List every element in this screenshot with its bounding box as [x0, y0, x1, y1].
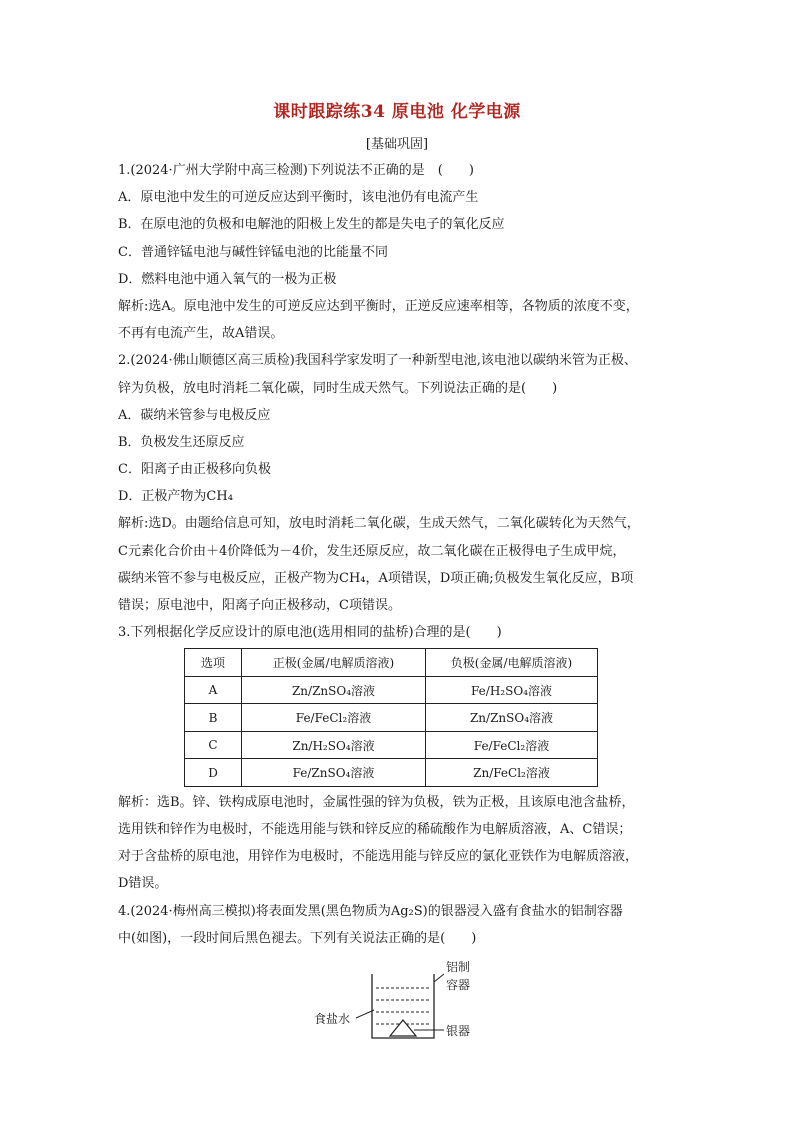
table-row: [185, 676, 598, 704]
content-body: [118, 157, 683, 1052]
leader-line-salt: [356, 1010, 374, 1018]
table-cell: D: [185, 759, 242, 787]
label-silverware: 银器: [446, 1024, 471, 1038]
q2-analysis-line: 解析:选D。由题给信息可知，放电时消耗二氧化碳，生成天然气，二氧化碳转化为天然气，: [118, 516, 640, 532]
table-cell: Fe/ZnSO₄溶液: [242, 759, 426, 787]
table-cell: Zn/ZnSO₄溶液: [426, 704, 598, 732]
table-header-row: [185, 649, 598, 677]
q4-stem: 中(如图)，一段时间后黑色褪去。下列有关说法正确的是( ): [118, 930, 477, 946]
table-row: [185, 704, 598, 732]
table-cell: B: [185, 704, 242, 732]
q1-option-b: B．在原电池的负极和电解池的阳极上发生的都是失电子的氧化反应: [118, 217, 505, 233]
table-cell: Zn/FeCl₂溶液: [426, 759, 598, 787]
table-cell: Fe/H₂SO₄溶液: [426, 676, 598, 704]
q3-analysis-line: 选用铁和锌作为电极时，不能选用能与铁和锌反应的稀硫酸作为电解质溶液，A、C错误；: [118, 822, 632, 838]
leader-line-container: [434, 974, 444, 982]
table-cell: Zn/ZnSO₄溶液: [242, 676, 426, 704]
q1-analysis-line: 不再有电流产生，故A错误。: [118, 326, 284, 342]
q1-option-a: A．原电池中发生的可逆反应达到平衡时，该电池仍有电流产生: [118, 190, 479, 206]
q2-option-a: A．碳纳米管参与电极反应: [118, 407, 271, 423]
q2-stem: 锌为负极，放电时消耗二氧化碳，同时生成天然气。下列说法正确的是( ): [118, 380, 558, 396]
table-cell: C: [185, 731, 242, 759]
label-container-line2: 容器: [446, 978, 471, 992]
table-cell: A: [185, 676, 242, 704]
q1-stem: 1.(2024·广州大学附中高三检测)下列说法不正确的是 ( ): [118, 163, 474, 178]
table-header-cell: 选项: [185, 649, 242, 677]
q1-option-d: D．燃料电池中通入氧气的一极为正极: [118, 271, 337, 287]
q2-stem: 2.(2024·佛山顺德区高三质检)我国科学家发明了一种新型电池,该电池以碳纳米管为正极、: [118, 353, 637, 369]
q1-analysis-line: 解析:选A。原电池中发生的可逆反应达到平衡时，正逆反应速率相等，各物质的浓度不变，: [118, 298, 639, 314]
q2-option-b: B．负极发生还原反应: [118, 434, 245, 450]
table-row: [185, 759, 598, 787]
label-container-line1: 铝制: [446, 960, 471, 974]
q2-analysis-line: 错误；原电池中，阳离子向正极移动，C项错误。: [118, 598, 401, 613]
silver-object: [390, 1020, 416, 1036]
table-row: [185, 731, 598, 759]
table-header-cell: 负极(金属/电解质溶液): [426, 649, 598, 677]
q3-stem: 3.下列根据化学反应设计的原电池(选用相同的盐桥)合理的是( ): [118, 625, 502, 641]
q2-analysis-line: C元素化合价由＋4价降低为－4价，发生还原反应，故二氧化碳在正极得电子生成甲烷，: [118, 543, 626, 559]
label-salt-water: 食盐水: [314, 1012, 351, 1026]
section-heading: [基础巩固]: [365, 137, 429, 152]
table-cell: Fe/FeCl₂溶液: [426, 731, 598, 759]
page-title: 课时跟踪练34 原电池 化学电源: [273, 102, 521, 122]
q3-analysis-line: D错误。: [118, 876, 168, 892]
container-diagram: [118, 952, 683, 1052]
q3-analysis-line: 解析：选B。锌、铁构成原电池时，金属性强的锌为负极，铁为正极，且该原电池含盐桥，: [118, 794, 635, 810]
q2-analysis-line: 碳纳米管不参与电极反应，正极产物为CH₄，A项错误，D项正确;负极发生氧化反应，B项: [118, 570, 634, 586]
table-cell: Fe/FeCl₂溶液: [242, 704, 426, 732]
q3-options-table: [184, 648, 598, 787]
q1-option-c: C．普通锌锰电池与碱性锌锰电池的比能量不同: [118, 244, 388, 260]
table-cell: Zn/H₂SO₄溶液: [242, 731, 426, 759]
q2-option-c: C．阳离子由正极移向负极: [118, 462, 271, 478]
table-header-cell: 正极(金属/电解质溶液): [242, 649, 426, 677]
q4-figure: [118, 952, 683, 1052]
q4-stem: 4.(2024·梅州高三模拟)将表面发黑(黑色物质为Ag₂S)的银器浸入盛有食盐水的铝制容器: [118, 903, 623, 919]
q2-option-d: D．正极产物为CH₄: [118, 489, 233, 505]
q3-analysis-line: 对于含盐桥的原电池，用锌作为电极时，不能选用能与锌反应的氯化亚铁作为电解质溶液，: [118, 849, 639, 865]
